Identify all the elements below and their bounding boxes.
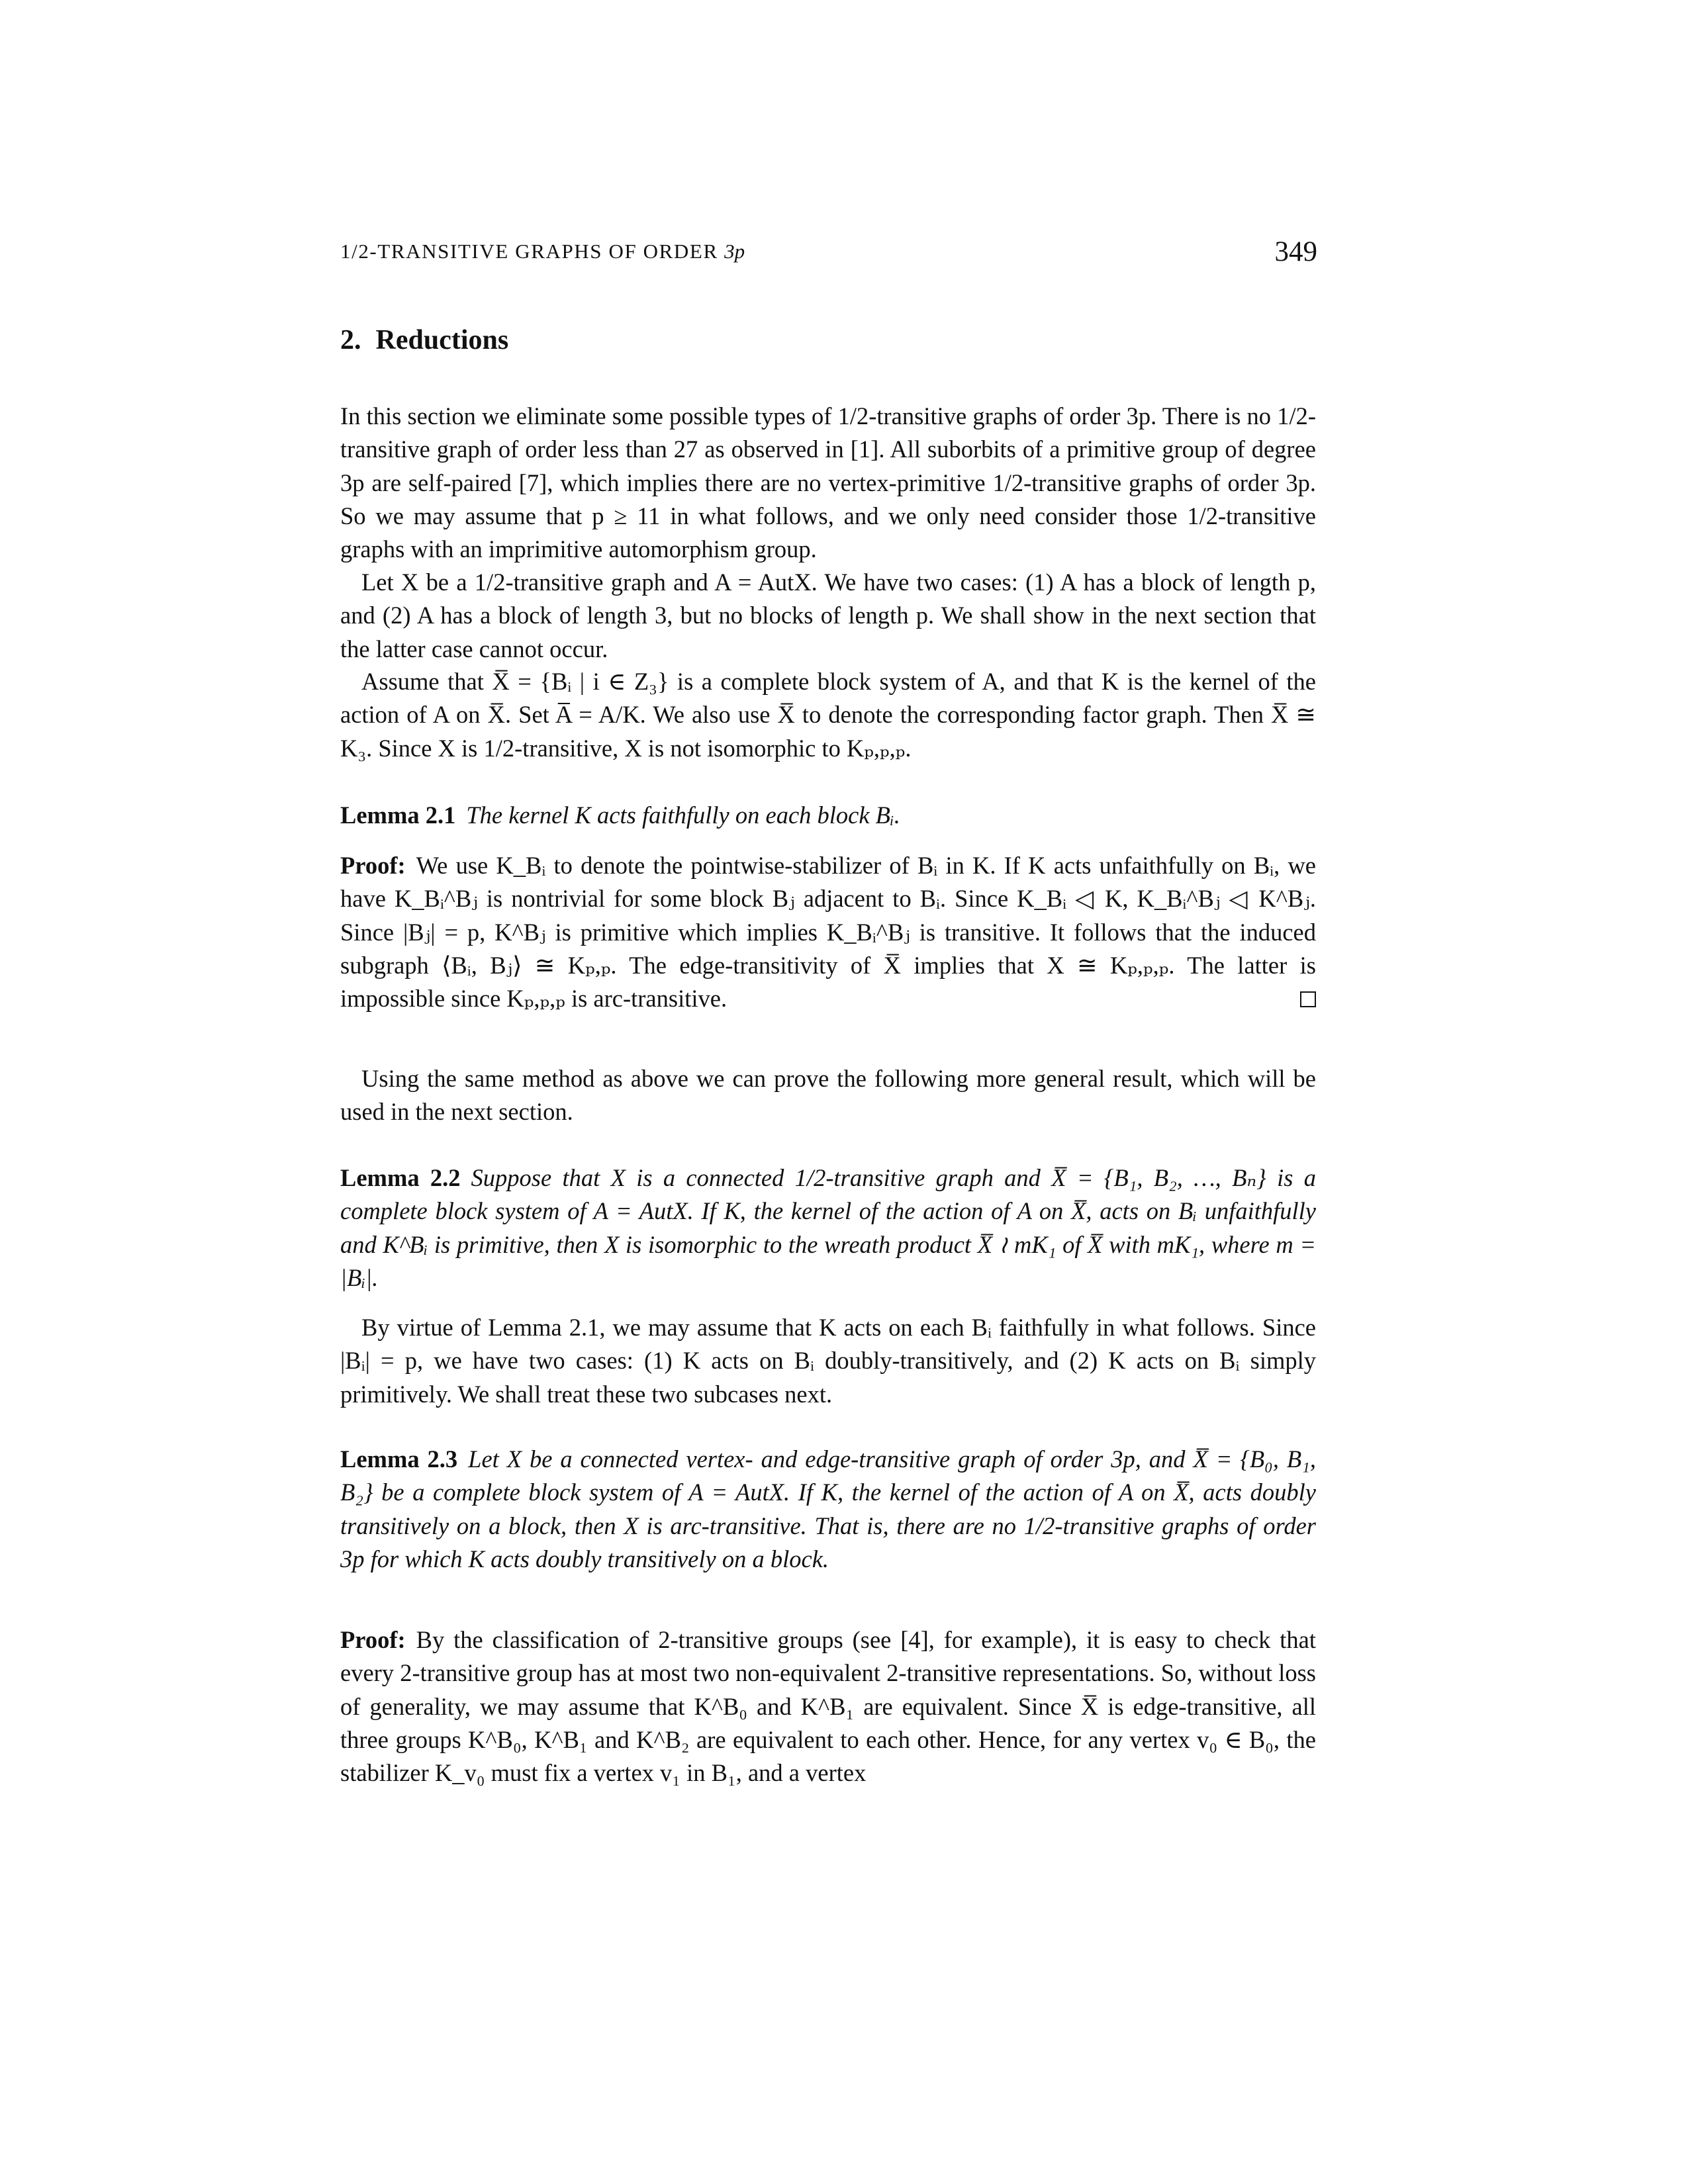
lemma-label: Lemma 2.3 [340,1445,458,1473]
section-heading [340,324,508,356]
lemma-statement: Suppose that X is a connected 1/2-transitive graph and X̅ = {B₁, B₂, …, Bₙ} is a complete block system of A = AutX. If K, the kernel of the action of A on X̅, acts on Bᵢ unfaithfully and K^Bᵢ is primitive, then X is isomorphic to the wreath product X̅ ≀ mK₁ of X̅ with mK₁, where m = |Bᵢ|. [340,1164,1316,1291]
lemma-label: Lemma 2.1 [340,801,456,829]
paragraph-intro: In this section we eliminate some possible types of 1/2-transitive graphs of order 3p. There is no 1/2-transitive graph of order less than 27 as observed in [1]. All suborbits of a primitive group of degree 3p are self-paired [7], which implies there are no vertex-primitive 1/2-transitive graphs of order 3p. So we may assume that p ≥ 11 in what follows, and we only need consider those 1/2-transitive graphs with an imprimitive automorphism group. [340,402,1316,563]
proof-label: Proof: [340,1626,406,1653]
lemma-2-2 [340,1161,1316,1295]
proof-label: Proof: [340,852,406,879]
page-header [340,236,1317,275]
proof-text: By the classification of 2-transitive groups (see [4], for example), it is easy to check that every 2-transitive group has at most two non-equivalent 2-transitive representations. So, without loss of generality, we may assume that K^B₀ and K^B₁ are equivalent. Since X̅ is edge-transitive, all three groups K^B₀, K^B₁ and K^B₂ are equivalent to each other. Hence, for any vertex v₀ ∈ B₀, the stabilizer K_v₀ must fix a vertex v₁ in B₁, and a vertex [340,1626,1316,1787]
proof-lemma-2-1 [340,849,1316,1015]
lemma-statement: Let X be a connected vertex- and edge-transitive graph of order 3p, and X̅ = {B₀, B₁, B₂} be a complete block system of A = AutX. If K, the kernel of the action of A on X̅, acts doubly transitively on a block, then X is arc-transitive. That is, there are no 1/2-transitive graphs of order 3p for which K acts doubly transitively on a block. [340,1445,1316,1572]
paragraph-general-method: Using the same method as above we can prove the following more general result, which will be used in the next section. [340,1065,1316,1126]
running-head [340,240,745,263]
running-head-text: 1/2-TRANSITIVE GRAPHS OF ORDER [340,240,725,263]
paragraph-cases: Let X be a 1/2-transitive graph and A = AutX. We have two cases: (1) A has a block of length p, and (2) A has a block of length 3, but no blocks of length p. We shall show in the next section that the latter case cannot occur. [340,569,1316,662]
section-title: Reductions [375,325,509,355]
lemma-2-1 [340,799,1316,832]
paragraph-block-system: Assume that X̅ = {Bᵢ | i ∈ Z₃} is a complete block system of A, and that K is the kernel of the action of A on X̅. Set A̅ = A/K. We also use X̅ to denote the corresponding factor graph. Then X̅ ≅ K₃. Since X is 1/2-transitive, X is not isomorphic to Kₚ,ₚ,ₚ. [340,668,1316,762]
section-number: 2. [340,325,361,355]
lemma-2-3 [340,1443,1316,1576]
proof-lemma-2-3 [340,1623,1316,1790]
page-number: 349 [1274,236,1317,267]
paragraph-virtue: By virtue of Lemma 2.1, we may assume that K acts on each Bᵢ faithfully in what follows. Since |Bᵢ| = p, we have two cases: (1) K acts on Bᵢ doubly-transitively, and (2) K acts on Bᵢ simply primitively. We shall treat these two subcases next. [340,1314,1316,1408]
proof-text: We use K_Bᵢ to denote the pointwise-stabilizer of Bᵢ in K. If K acts unfaithfully on Bᵢ, we have K_Bᵢ^Bⱼ is nontrivial for some block Bⱼ adjacent to Bᵢ. Since K_Bᵢ ◁ K, K_Bᵢ^Bⱼ ◁ K^Bⱼ. Since |Bⱼ| = p, K^Bⱼ is primitive which implies K_Bᵢ^Bⱼ is transitive. It follows that the induced subgraph ⟨Bᵢ, Bⱼ⟩ ≅ Kₚ,ₚ. The edge-transitivity of X̅ implies that X ≅ Kₚ,ₚ,ₚ. The latter is impossible since Kₚ,ₚ,ₚ is arc-transitive. [340,852,1316,1013]
lemma-label: Lemma 2.2 [340,1164,461,1191]
qed-symbol [1300,991,1316,1007]
lemma-statement: The kernel K acts faithfully on each block Bᵢ. [466,801,900,829]
running-head-variable: 3p [724,240,745,263]
